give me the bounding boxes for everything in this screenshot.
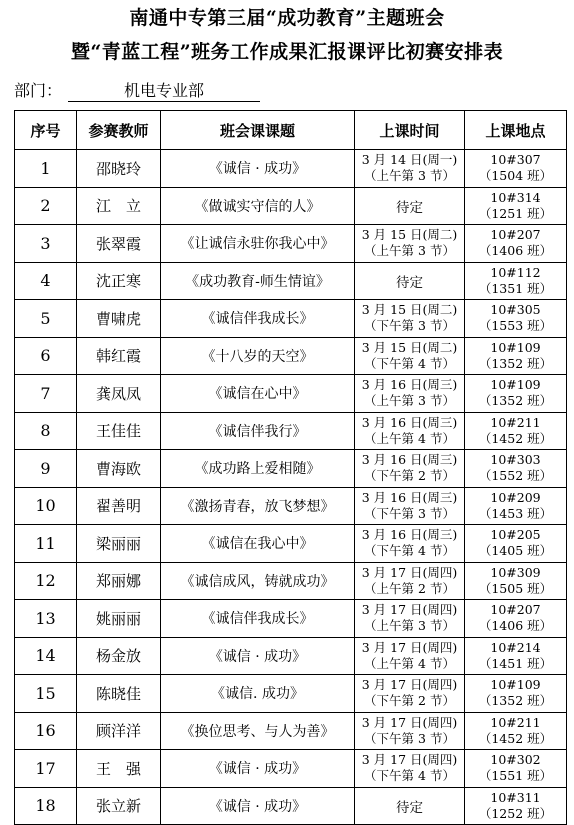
row-place-line: （1505 班） bbox=[478, 580, 553, 596]
row-place-line: （1352 班） bbox=[478, 393, 553, 409]
row-time-line: （下午第 2 节） bbox=[364, 693, 455, 709]
row-place-line: 10#302 bbox=[490, 752, 541, 768]
row-time-line: 3 月 17 日(周四) bbox=[361, 639, 458, 655]
row-time bbox=[355, 750, 465, 788]
table-row bbox=[15, 675, 567, 713]
row-time bbox=[355, 562, 465, 600]
table-row bbox=[15, 487, 567, 525]
row-place-line: （1352 班） bbox=[478, 693, 553, 709]
row-time bbox=[355, 150, 465, 188]
header-teacher: 参赛教师 bbox=[77, 111, 161, 150]
row-teacher: 陈晓佳 bbox=[77, 675, 161, 713]
row-place bbox=[465, 712, 567, 750]
row-place-line: 10#205 bbox=[490, 527, 541, 543]
row-place-line: 10#303 bbox=[490, 452, 541, 468]
row-time bbox=[355, 412, 465, 450]
table-row bbox=[15, 337, 567, 375]
row-time bbox=[355, 225, 465, 263]
row-topic: 《换位思考、与人为善》 bbox=[161, 712, 355, 750]
row-topic: 《诚信伴我行》 bbox=[161, 412, 355, 450]
table-row bbox=[15, 712, 567, 750]
row-place-line: （1252 班） bbox=[478, 805, 553, 821]
row-time-line: （下午第 3 节） bbox=[364, 505, 455, 521]
row-teacher: 张立新 bbox=[77, 787, 161, 825]
row-place bbox=[465, 225, 567, 263]
row-number: 5 bbox=[15, 300, 77, 338]
row-topic: 《诚信 · 成功》 bbox=[161, 150, 355, 188]
row-place bbox=[465, 262, 567, 300]
row-time bbox=[355, 525, 465, 563]
row-time-line: 3 月 15 日(周二) bbox=[361, 302, 458, 318]
document-title-line1: 南通中专第三届“成功教育”主题班会 bbox=[129, 7, 445, 29]
table-row bbox=[15, 225, 567, 263]
row-place-line: （1551 班） bbox=[478, 768, 553, 784]
row-number: 13 bbox=[15, 600, 77, 638]
row-teacher: 杨金放 bbox=[77, 637, 161, 675]
row-place-line: 10#109 bbox=[490, 339, 541, 355]
row-place-line: 10#109 bbox=[490, 377, 541, 393]
table-row bbox=[15, 562, 567, 600]
table-row bbox=[15, 787, 567, 825]
header-place: 上课地点 bbox=[465, 111, 567, 150]
row-teacher: 王 强 bbox=[77, 750, 161, 788]
row-time bbox=[355, 787, 465, 825]
row-place-line: （1553 班） bbox=[478, 318, 553, 334]
row-number: 17 bbox=[15, 750, 77, 788]
row-teacher: 王佳佳 bbox=[77, 412, 161, 450]
row-time bbox=[355, 600, 465, 638]
row-time-line: （上午第 4 节） bbox=[364, 655, 455, 671]
row-place-line: （1453 班） bbox=[478, 505, 553, 521]
row-place bbox=[465, 675, 567, 713]
row-topic: 《成功教育-师生情谊》 bbox=[161, 262, 355, 300]
row-place bbox=[465, 562, 567, 600]
row-place bbox=[465, 450, 567, 488]
row-place bbox=[465, 750, 567, 788]
row-time bbox=[355, 300, 465, 338]
row-time bbox=[355, 637, 465, 675]
row-place-line: （1552 班） bbox=[478, 468, 553, 484]
row-topic: 《诚信在我心中》 bbox=[161, 525, 355, 563]
table-row bbox=[15, 300, 567, 338]
row-topic: 《十八岁的天空》 bbox=[161, 337, 355, 375]
header-topic: 班会课课题 bbox=[161, 111, 355, 150]
row-time-line: 3 月 16 日(周三) bbox=[361, 489, 458, 505]
row-place bbox=[465, 337, 567, 375]
row-number: 12 bbox=[15, 562, 77, 600]
header-time: 上课时间 bbox=[355, 111, 465, 150]
row-time-line: 3 月 17 日(周四) bbox=[361, 714, 458, 730]
row-time bbox=[355, 675, 465, 713]
row-time-line: （下午第 3 节） bbox=[364, 730, 455, 746]
row-place bbox=[465, 412, 567, 450]
row-number: 3 bbox=[15, 225, 77, 263]
row-place-line: 10#307 bbox=[490, 152, 541, 168]
row-place-line: 10#207 bbox=[490, 602, 541, 618]
row-teacher: 郑丽娜 bbox=[77, 562, 161, 600]
row-place-line: （1406 班） bbox=[478, 243, 553, 259]
table-row bbox=[15, 600, 567, 638]
row-number: 16 bbox=[15, 712, 77, 750]
row-time bbox=[355, 375, 465, 413]
row-place bbox=[465, 487, 567, 525]
row-time-line: 3 月 17 日(周四) bbox=[361, 564, 458, 580]
row-topic: 《激扬青春，放飞梦想》 bbox=[161, 487, 355, 525]
row-place-line: （1504 班） bbox=[478, 168, 553, 184]
row-place-line: 10#309 bbox=[490, 564, 541, 580]
row-number: 4 bbox=[15, 262, 77, 300]
row-number: 14 bbox=[15, 637, 77, 675]
row-topic: 《让诚信永驻你我心中》 bbox=[161, 225, 355, 263]
table-row bbox=[15, 412, 567, 450]
row-place-line: （1451 班） bbox=[478, 655, 553, 671]
row-time-line: 3 月 16 日(周三) bbox=[361, 414, 458, 430]
row-place bbox=[465, 187, 567, 225]
row-place bbox=[465, 600, 567, 638]
row-time-line: （上午第 3 节） bbox=[364, 393, 455, 409]
row-number: 9 bbox=[15, 450, 77, 488]
row-time-line: （上午第 3 节） bbox=[364, 168, 455, 184]
row-teacher: 顾洋洋 bbox=[77, 712, 161, 750]
table-row bbox=[15, 187, 567, 225]
table-row bbox=[15, 150, 567, 188]
row-time bbox=[355, 712, 465, 750]
row-time bbox=[355, 337, 465, 375]
row-place-line: （1251 班） bbox=[478, 205, 553, 221]
row-time-line: （上午第 3 节） bbox=[364, 618, 455, 634]
row-number: 10 bbox=[15, 487, 77, 525]
row-place bbox=[465, 787, 567, 825]
row-place bbox=[465, 375, 567, 413]
row-place-line: 10#109 bbox=[490, 677, 541, 693]
table-row bbox=[15, 637, 567, 675]
department-label: 部门： bbox=[14, 81, 63, 100]
row-time-line: （上午第 3 节） bbox=[364, 243, 455, 259]
row-time-line: 3 月 17 日(周四) bbox=[361, 677, 458, 693]
row-place-line: 10#209 bbox=[490, 489, 541, 505]
row-topic: 《做诚实守信的人》 bbox=[161, 187, 355, 225]
row-time-line: （下午第 2 节） bbox=[364, 468, 455, 484]
row-place bbox=[465, 150, 567, 188]
row-teacher: 邵晓玲 bbox=[77, 150, 161, 188]
row-topic: 《诚信成风，铸就成功》 bbox=[161, 562, 355, 600]
row-time-line: （上午第 4 节） bbox=[364, 430, 455, 446]
row-place-line: （1352 班） bbox=[478, 355, 553, 371]
row-place-line: 10#314 bbox=[490, 189, 541, 205]
row-time-line: 待定 bbox=[396, 199, 423, 216]
table-row bbox=[15, 450, 567, 488]
row-teacher: 张翠霞 bbox=[77, 225, 161, 263]
row-place-line: （1452 班） bbox=[478, 730, 553, 746]
row-teacher: 曹啸虎 bbox=[77, 300, 161, 338]
table-header-row bbox=[15, 111, 567, 150]
table-row bbox=[15, 262, 567, 300]
row-time-line: 3 月 16 日(周三) bbox=[361, 527, 458, 543]
row-teacher: 韩红霞 bbox=[77, 337, 161, 375]
table-row bbox=[15, 525, 567, 563]
header-number: 序号 bbox=[15, 111, 77, 150]
row-place-line: （1351 班） bbox=[478, 280, 553, 296]
table-row bbox=[15, 750, 567, 788]
row-topic: 《成功路上爱相随》 bbox=[161, 450, 355, 488]
row-teacher: 曹海欧 bbox=[77, 450, 161, 488]
row-place bbox=[465, 300, 567, 338]
row-time bbox=[355, 187, 465, 225]
department-value: 机电专业部 bbox=[68, 78, 260, 102]
row-teacher: 龚凤凤 bbox=[77, 375, 161, 413]
row-place-line: 10#211 bbox=[490, 414, 541, 430]
row-teacher: 翟善明 bbox=[77, 487, 161, 525]
row-topic: 《诚信 · 成功》 bbox=[161, 787, 355, 825]
row-place-line: （1406 班） bbox=[478, 618, 553, 634]
row-time-line: 3 月 15 日(周二) bbox=[361, 339, 458, 355]
row-place-line: 10#112 bbox=[490, 264, 541, 280]
row-time-line: 3 月 14 日(周一) bbox=[361, 152, 458, 168]
row-number: 6 bbox=[15, 337, 77, 375]
row-number: 7 bbox=[15, 375, 77, 413]
row-place-line: 10#214 bbox=[490, 639, 541, 655]
row-topic: 《诚信伴我成长》 bbox=[161, 300, 355, 338]
table-row bbox=[15, 375, 567, 413]
row-place-line: （1405 班） bbox=[478, 543, 553, 559]
row-place-line: 10#211 bbox=[490, 714, 541, 730]
row-place-line: 10#305 bbox=[490, 302, 541, 318]
row-teacher: 沈正寒 bbox=[77, 262, 161, 300]
row-time-line: （上午第 2 节） bbox=[364, 580, 455, 596]
row-time-line: 待定 bbox=[396, 799, 423, 816]
row-teacher: 姚丽丽 bbox=[77, 600, 161, 638]
row-place-line: 10#311 bbox=[490, 789, 541, 805]
row-number: 1 bbox=[15, 150, 77, 188]
row-time bbox=[355, 487, 465, 525]
row-place-line: 10#207 bbox=[490, 227, 541, 243]
row-number: 8 bbox=[15, 412, 77, 450]
row-time-line: 3 月 17 日(周四) bbox=[361, 752, 458, 768]
row-topic: 《诚信 · 成功》 bbox=[161, 637, 355, 675]
row-place-line: （1452 班） bbox=[478, 430, 553, 446]
row-topic: 《诚信. 成功》 bbox=[161, 675, 355, 713]
row-time-line: （下午第 3 节） bbox=[364, 318, 455, 334]
row-topic: 《诚信伴我成长》 bbox=[161, 600, 355, 638]
row-time-line: 3 月 16 日(周三) bbox=[361, 377, 458, 393]
department-line bbox=[14, 78, 260, 102]
row-time-line: （下午第 4 节） bbox=[364, 355, 455, 371]
row-time-line: 待定 bbox=[396, 274, 423, 291]
row-number: 15 bbox=[15, 675, 77, 713]
row-number: 2 bbox=[15, 187, 77, 225]
row-teacher: 梁丽丽 bbox=[77, 525, 161, 563]
document-title-line2: 暨“青蓝工程”班务工作成果汇报课评比初赛安排表 bbox=[70, 41, 504, 63]
row-topic: 《诚信在心中》 bbox=[161, 375, 355, 413]
row-time-line: （下午第 4 节） bbox=[364, 543, 455, 559]
row-time-line: （下午第 4 节） bbox=[364, 768, 455, 784]
row-teacher: 江 立 bbox=[77, 187, 161, 225]
row-topic: 《诚信 · 成功》 bbox=[161, 750, 355, 788]
row-number: 11 bbox=[15, 525, 77, 563]
row-time-line: 3 月 17 日(周四) bbox=[361, 602, 458, 618]
row-place bbox=[465, 637, 567, 675]
row-number: 18 bbox=[15, 787, 77, 825]
row-place bbox=[465, 525, 567, 563]
row-time bbox=[355, 262, 465, 300]
schedule-table bbox=[14, 110, 567, 825]
row-time bbox=[355, 450, 465, 488]
table-body bbox=[15, 150, 567, 825]
row-time-line: 3 月 15 日(周二) bbox=[361, 227, 458, 243]
row-time-line: 3 月 16 日(周三) bbox=[361, 452, 458, 468]
